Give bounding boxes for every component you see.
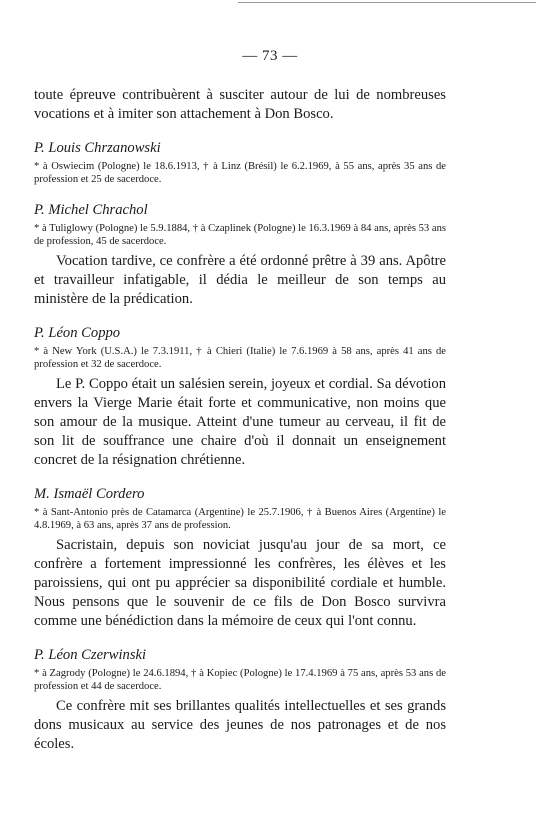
entry-text: Le P. Coppo était un salésien serein, joyeux et cordial. Sa dévotion envers la Vierge Marie était forte et communicative, non moins que son amour de la musique. Atteint d'une tumeur au cerveau, il fit de son lit de souffrance une chaire d'où il donnait un enseignement concret de la résignation chrétienne. (34, 376, 446, 468)
entry-text: Ce confrère mit ses brillantes qualités intellectuelles et ses grands dons musicaux au service des jeunes de nos patronages et de nos écoles. (34, 698, 446, 752)
obituary-entry (34, 485, 446, 631)
entry-text: Vocation tardive, ce confrère a été ordonné prêtre à 39 ans. Apôtre et travailleur infatigable, il dédia le meilleur de son temps au ministère de la prédication. (34, 253, 446, 307)
entry-name: P. Léon Czerwinski (34, 647, 147, 663)
page-number: — 73 — (242, 48, 298, 64)
entry-bio: * à Oswiecim (Pologne) le 18.6.1913, † à Linz (Brésil) le 6.2.1969, à 55 ans, après 35 ans de profession et 25 de sacerdoce. (34, 161, 446, 185)
entry-name: P. Louis Chrzanowski (34, 140, 161, 156)
obituary-entry (34, 324, 446, 470)
entry-text: Sacristain, depuis son noviciat jusqu'au jour de sa mort, ce confrère a fortement impressionné les confrères, les élèves et les paroissiens, qui ont pu apprécier sa disponibilité cordiale et humble. Nous pensons que le souvenir de ce fils de Don Bosco survivra comme une bénédiction dans la mémoire de ceux qui l'ont connu. (34, 537, 446, 629)
entry-bio: * à Sant-Antonio près de Catamarca (Argentine) le 25.7.1906, † à Buenos Aires (Argentine) le 4.8.1969, à 63 ans, après 37 ans de profession. (34, 507, 446, 531)
entry-name: P. Léon Coppo (34, 325, 121, 341)
top-rule (238, 2, 536, 3)
page-body (34, 86, 446, 754)
entry-bio: * à New York (U.S.A.) le 7.3.1911, † à Chieri (Italie) le 7.6.1969 à 58 ans, après 41 ans de profession et 32 de sacerdoce. (34, 346, 446, 370)
entry-bio: * à Tuliglowy (Pologne) le 5.9.1884, † à Czaplinek (Pologne) le 16.3.1969 à 84 ans, après 53 ans de profession, 45 de sacerdoce. (34, 223, 446, 247)
entry-name: M. Ismaël Cordero (34, 486, 145, 502)
obituary-entry (34, 201, 446, 309)
entry-name: P. Michel Chrachol (34, 202, 148, 218)
obituary-entry (34, 139, 446, 186)
intro-paragraph: toute épreuve contribuèrent à susciter autour de lui de nombreuses vocations et à imiter son attachement à Don Bosco. (34, 87, 446, 122)
entry-bio: * à Zagrody (Pologne) le 24.6.1894, † à Kopiec (Pologne) le 17.4.1969 à 75 ans, après 53 ans de profession et 44 de sacerdoce. (34, 668, 446, 692)
obituary-entry (34, 646, 446, 754)
